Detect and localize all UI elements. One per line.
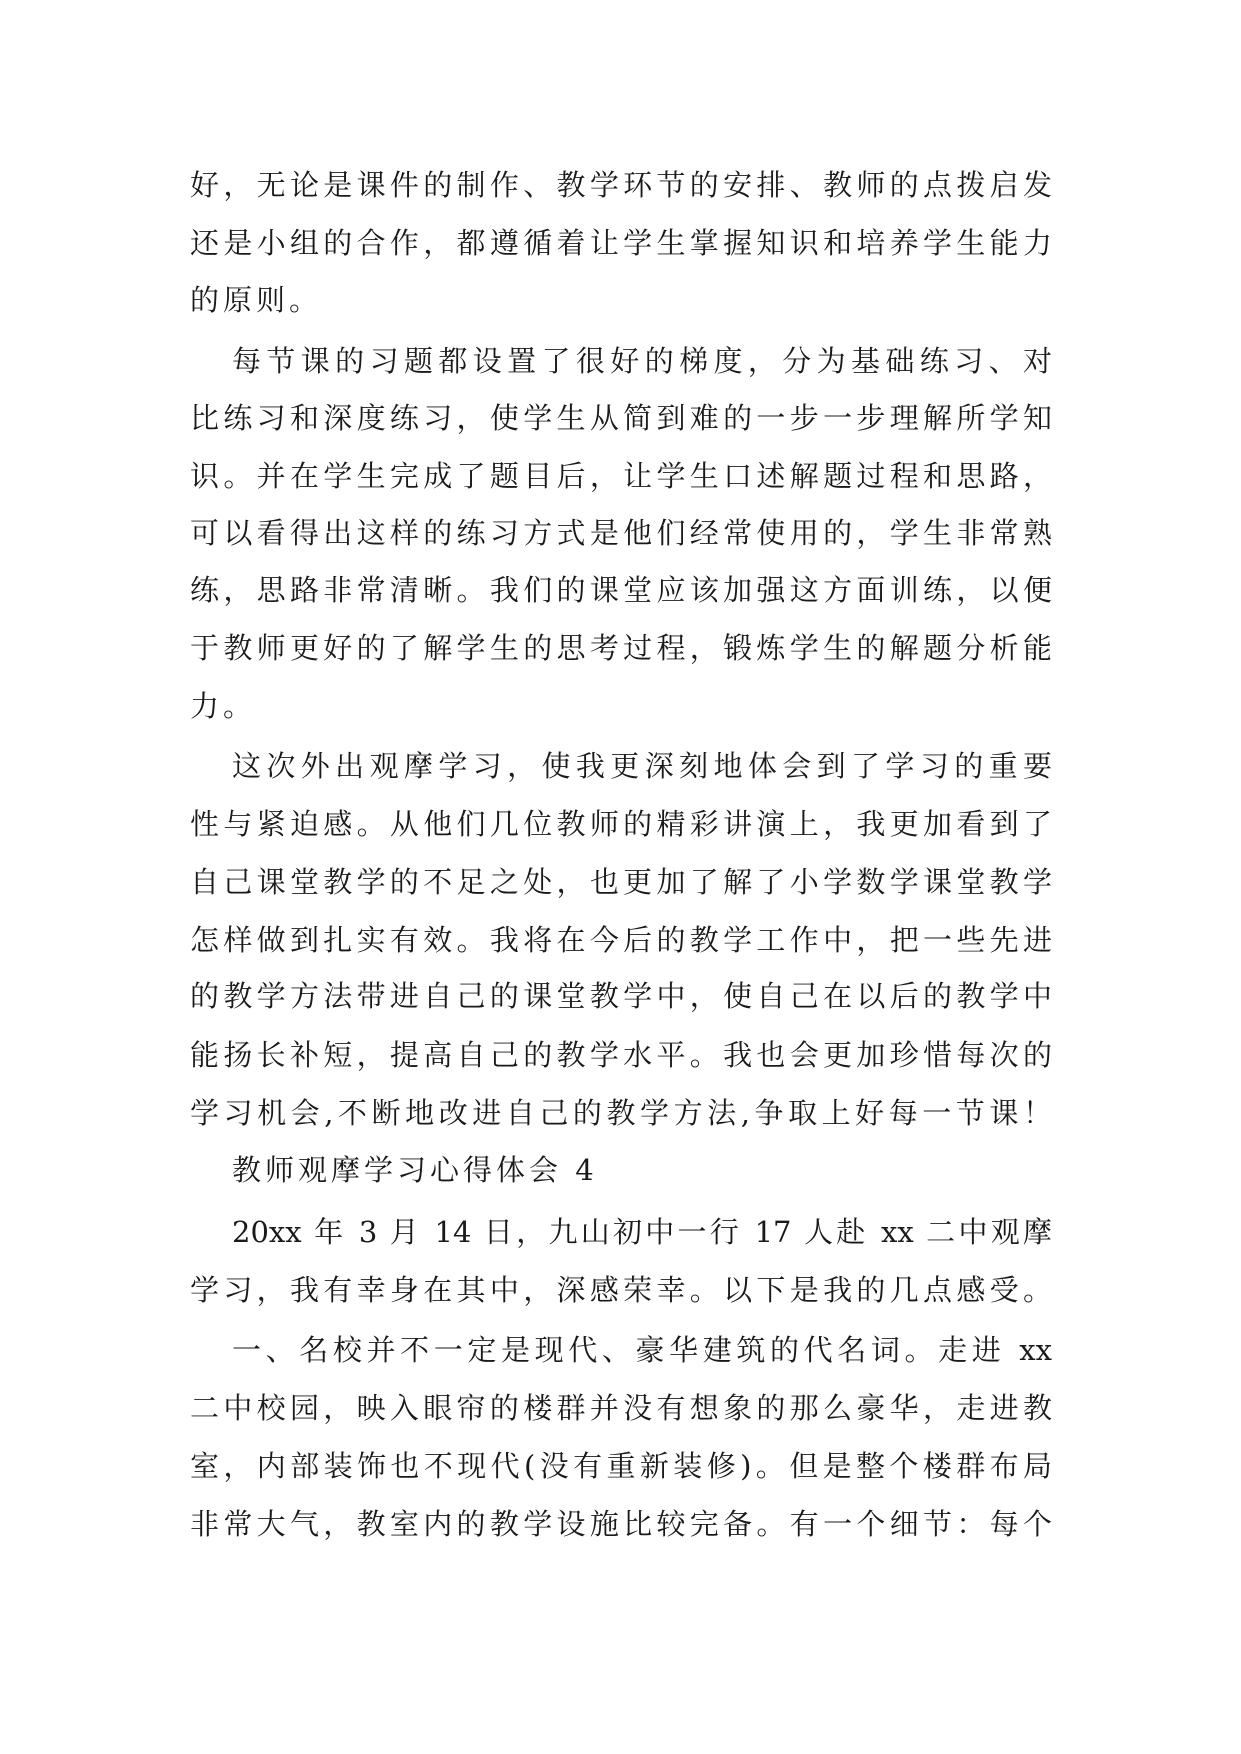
text-line: 性与紧迫感。从他们几位教师的精彩讲演上，我更加看到了 xyxy=(190,807,1052,841)
text-line: 识。并在学生完成了题目后，让学生口述解题过程和思路， xyxy=(190,459,1052,493)
text-line: 非常大气，教室内的教学设施比较完备。有一个细节：每个 xyxy=(190,1507,1052,1541)
text-line: 比练习和深度练习，使学生从简到难的一步一步理解所学知 xyxy=(190,401,1052,435)
text-line: 能扬长补短，提高自己的教学水平。我也会更加珍惜每次的 xyxy=(190,1038,1052,1072)
text-line: 的教学方法带进自己的课堂教学中，使自己在以后的教学中 xyxy=(190,979,1052,1013)
text-line: 好，无论是课件的制作、教学环节的安排、教师的点拨启发 xyxy=(190,168,1052,202)
text-line: 怎样做到扎实有效。我将在今后的教学工作中，把一些先进 xyxy=(190,923,1052,957)
text-line: 的原则。 xyxy=(190,283,323,317)
text-line: 二中校园，映入眼帘的楼群并没有想象的那么豪华，走进教 xyxy=(190,1391,1052,1425)
text-line: 力。 xyxy=(190,689,257,723)
section-heading: 教师观摩学习心得体会 4 xyxy=(232,1153,598,1187)
paragraph-first-line: 这次外出观摩学习，使我更深刻地体会到了学习的重要 xyxy=(232,749,1052,783)
text-line: 于教师更好的了解学生的思考过程，锻炼学生的解题分析能 xyxy=(190,631,1052,665)
text-line: 学习，我有幸身在其中，深感荣幸。以下是我的几点感受。 xyxy=(190,1273,1052,1307)
text-line: 练，思路非常清晰。我们的课堂应该加强这方面训练，以便 xyxy=(190,573,1052,607)
paragraph-first-line: 20xx 年 3 月 14 日，九山初中一行 17 人赴 xx 二中观摩 xyxy=(232,1215,1052,1249)
text-line: 还是小组的合作，都遵循着让学生掌握知识和培养学生能力 xyxy=(190,226,1052,260)
text-line: 自己课堂教学的不足之处，也更加了解了小学数学课堂教学 xyxy=(190,865,1052,899)
paragraph-first-line: 每节课的习题都设置了很好的梯度，分为基础练习、对 xyxy=(232,344,1052,378)
paragraph-first-line: 一、名校并不一定是现代、豪华建筑的代名词。走进 xx xyxy=(232,1333,1052,1367)
text-line: 可以看得出这样的练习方式是他们经常使用的，学生非常熟 xyxy=(190,516,1052,550)
text-line: 室，内部装饰也不现代(没有重新装修)。但是整个楼群布局 xyxy=(190,1449,1052,1483)
text-line: 学习机会,不断地改进自己的教学方法,争取上好每一节课！ xyxy=(190,1096,1052,1130)
